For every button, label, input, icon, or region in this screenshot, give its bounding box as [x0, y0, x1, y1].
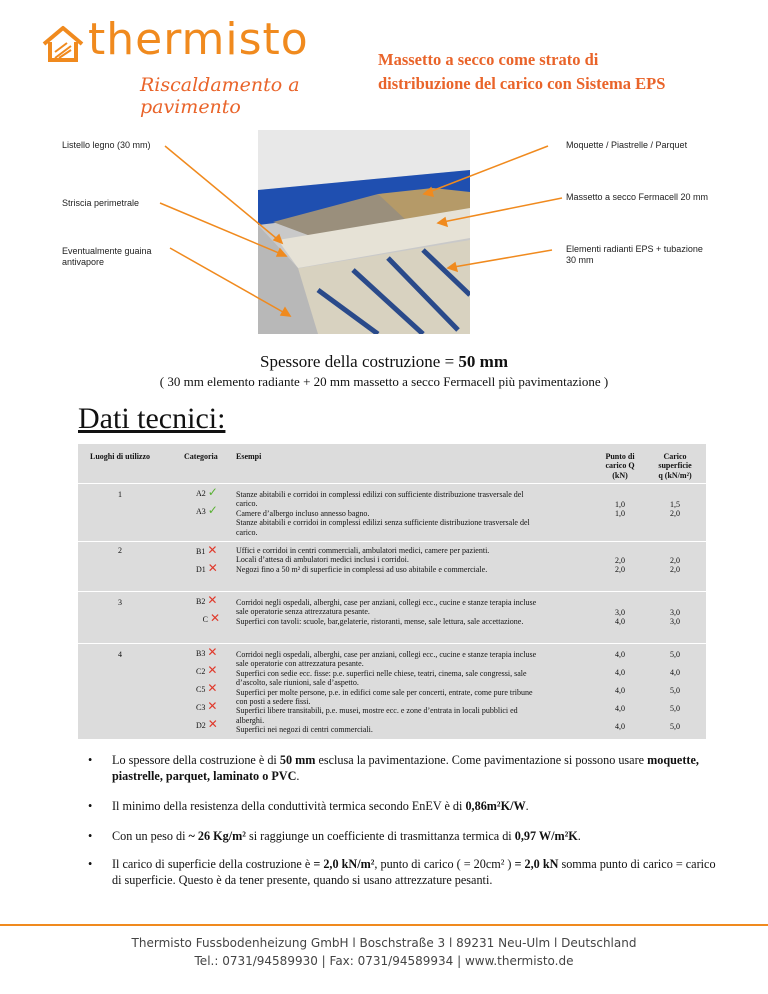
row-punto [590, 556, 650, 575]
cross-icon: ✕ [210, 611, 221, 625]
punto-value: 4,0 [615, 668, 625, 677]
note-text: . [296, 769, 300, 783]
carico-value: 4,0 [670, 668, 680, 677]
header-punto-line: carico Q [605, 461, 635, 471]
esempio-line: Negozi fino a 50 m² di superficie in complessi ad uso abitabile e commerciale. [236, 564, 488, 574]
note-bold: = 2,0 kN/m² [313, 857, 375, 871]
note-bold: = 2,0 kN [514, 857, 559, 871]
brand-tagline: Riscaldamento a pavimento [140, 74, 300, 118]
header-punto-line: Punto di [605, 452, 635, 461]
label-moquette: Moquette / Piastrelle / Parquet [566, 140, 688, 150]
note-text: Il carico di superficie della costruzione è [112, 857, 314, 871]
row-luogo: 3 [118, 598, 122, 607]
table-row [78, 592, 706, 644]
row-categories [196, 485, 222, 524]
house-logo-icon [40, 24, 86, 64]
cross-icon: ✕ [207, 699, 218, 713]
page-title [378, 48, 738, 96]
row-punto [590, 608, 650, 627]
carico-value: 2,0 [670, 565, 680, 575]
construction-figure [0, 128, 768, 340]
header-punto-line: (kN) [612, 470, 628, 480]
table-row [78, 644, 706, 740]
note-item [88, 856, 728, 888]
notes-list [88, 752, 728, 888]
header-punto [590, 452, 650, 480]
esempio-line: con posti a sedere fissi. [236, 697, 311, 707]
thickness-value: 50 mm [458, 352, 508, 371]
esempio-line: d’ascolto, sale riunioni, sale d’aspetto. [236, 678, 359, 688]
note-text: , punto di carico ( = 20cm² ) [374, 857, 515, 871]
footer-contacts: Tel.: 0731/94589930 | Fax: 0731/94589934 | www.thermisto.de [194, 954, 574, 968]
cross-icon: ✕ [207, 543, 218, 557]
row-carico [644, 556, 706, 575]
row-categories [196, 645, 222, 738]
cross-icon: ✕ [207, 645, 218, 659]
note-bold: moquette, piastrelle, parquet, laminato o PVC [112, 753, 699, 783]
row-categories [196, 543, 222, 582]
row-categories [196, 593, 224, 632]
note-bold: 0,86m²K/W [465, 799, 526, 813]
category-code: D1 [196, 565, 206, 574]
header-esempi: Esempi [236, 452, 262, 461]
punto-value: 4,0 [615, 617, 625, 627]
footer-divider [0, 924, 768, 926]
carico-value: 5,0 [670, 722, 680, 731]
row-luogo: 4 [118, 650, 122, 659]
header-luoghi: Luoghi di utilizzo [90, 452, 151, 461]
category-code: D2 [196, 721, 206, 730]
esempio-line: Superfici libere transitabili, p.e. musei, mostre ecc. e zone d’entrata in locali pubblici ed [236, 706, 518, 716]
punto-value: 4,0 [615, 722, 625, 731]
punto-value: 2,0 [615, 565, 625, 575]
esempio-line: Superfici per molte persone, p.e. in edifici come sale per concerti, entrate, come pure tribune [236, 687, 533, 697]
carico-value: 3,0 [670, 617, 680, 627]
carico-value: 2,0 [670, 509, 680, 519]
category-code: C2 [196, 667, 206, 676]
note-text: somma punto di carico = carico di superficie. Questo è da tener presente, quando si usano attrezzature pesanti. [112, 857, 716, 887]
thickness-line [0, 352, 768, 372]
table-row [78, 484, 706, 542]
punto-value: 4,0 [615, 650, 625, 659]
table-row [78, 542, 706, 592]
check-icon: ✓ [207, 503, 218, 517]
carico-value: 1,5 [670, 500, 680, 509]
callout-lines [0, 128, 768, 340]
category-code: B2 [196, 597, 206, 606]
check-icon: ✓ [207, 485, 218, 499]
row-carico [644, 650, 706, 731]
note-text: Il minimo della resistenza della conduttività termica secondo EnEV è di [112, 799, 466, 813]
cross-icon: ✕ [207, 593, 218, 607]
esempio-line: alberghi. [236, 715, 265, 725]
punto-value: 3,0 [615, 608, 625, 617]
esempio-line: Superfici con tavoli: scuole, bar,gelaterie, ristoranti, mense, sale lettura, sale accettazione. [236, 616, 524, 626]
page-title-line: Massetto a secco come strato di [378, 50, 599, 69]
section-title: Dati tecnici: [78, 402, 226, 435]
note-text: Con un peso di [112, 829, 189, 843]
label-guaina: Eventualmente guaina antivapore [62, 246, 152, 267]
category-code: C5 [196, 685, 206, 694]
carico-value: 5,0 [670, 704, 680, 713]
note-text: Lo spessore della costruzione è di [112, 753, 280, 767]
esempio-line: Superfici nei negozi di centri commerciali. [236, 725, 373, 735]
esempio-line: Superfici con sedie ecc. fisse: p.e. superfici nelle chiese, teatri, cinema, sale congressi, sale [236, 668, 527, 678]
header-carico-line: Carico [663, 452, 687, 461]
esempio-line: carico. [236, 499, 258, 509]
row-esempi [236, 650, 586, 735]
category-code: C [202, 615, 208, 624]
header-carico [644, 452, 706, 480]
brand-logo [40, 14, 340, 118]
header-carico-line: q (kN/m²) [658, 470, 692, 480]
esempio-line: Stanze abitabili e corridoi in complessi edilizi senza sufficiente distribuzione trasversale del [236, 518, 530, 528]
page-title-line: distribuzione del carico con Sistema EPS [378, 74, 666, 93]
header-carico-line: superficie [658, 461, 692, 471]
row-punto [590, 650, 650, 731]
note-text: . [525, 799, 529, 813]
esempio-line: Stanze abitabili e corridoi in complessi edilizi con sufficiente distribuzione trasversale del [236, 490, 524, 499]
category-code: A2 [196, 489, 206, 498]
cross-icon: ✕ [207, 681, 218, 695]
esempio-line: Uffici e corridoi in centri commerciali, ambulatori medici, camere per pazienti. [236, 546, 490, 555]
label-striscia: Striscia perimetrale [62, 198, 140, 208]
esempio-line: Locali d’attesa di ambulatori medici inclusi i corridoi. [236, 555, 409, 565]
carico-value: 3,0 [670, 608, 680, 617]
thickness-label: Spessore della costruzione = [260, 352, 455, 371]
note-text: . [577, 829, 581, 843]
category-code: B1 [196, 547, 206, 556]
row-punto [590, 500, 650, 519]
row-luogo: 1 [118, 490, 122, 499]
category-code: C3 [196, 703, 206, 712]
row-carico [644, 500, 706, 519]
bullet-icon: • [88, 753, 93, 767]
note-bold: 50 mm [279, 753, 316, 767]
esempio-line: sale operatorie con attrezzatura pesante. [236, 659, 364, 669]
note-item [88, 798, 728, 828]
esempio-line: Corridoi negli ospedali, alberghi, case per anziani, collegi ecc., cucine e stanze terapia incluse [236, 598, 537, 607]
category-code: A3 [196, 507, 206, 516]
footer [0, 934, 768, 970]
footer-address: Thermisto Fussbodenheizung GmbH l Boschstraße 3 l 89231 Neu-Ulm l Deutschland [131, 936, 637, 950]
note-bold: 0,97 W/m²K [514, 829, 578, 843]
row-esempi [236, 490, 586, 537]
table-header-row [78, 444, 706, 484]
note-text: si raggiunge un coefficiente di trasmittanza termica di [245, 829, 515, 843]
header-categoria: Categoria [184, 452, 218, 461]
carico-value: 5,0 [670, 650, 680, 659]
row-luogo: 2 [118, 546, 122, 555]
row-esempi [236, 546, 586, 574]
thickness-composition: ( 30 mm elemento radiante + 20 mm massetto a secco Fermacell più pavimentazione ) [159, 374, 609, 389]
note-text: esclusa la pavimentazione. Come pavimentazione si possono usare [315, 753, 648, 767]
label-listello: Listello legno (30 mm) [62, 140, 151, 150]
note-item [88, 828, 728, 856]
punto-value: 4,0 [615, 686, 625, 695]
brand-name: thermisto [88, 14, 309, 65]
punto-value: 4,0 [615, 704, 625, 713]
note-item [88, 752, 728, 798]
esempio-line: Corridoi negli ospedali, alberghi, case per anziani, collegi ecc., cucine e stanze terapia incluse [236, 650, 537, 659]
punto-value: 2,0 [615, 556, 625, 565]
label-elementi: Elementi radianti EPS + tubazione 30 mm [566, 244, 703, 265]
category-code: B3 [196, 649, 206, 658]
bullet-icon: • [88, 829, 93, 843]
cross-icon: ✕ [207, 663, 218, 677]
carico-value: 5,0 [670, 686, 680, 695]
bullet-icon: • [88, 799, 93, 813]
row-carico [644, 608, 706, 627]
label-massetto: Massetto a secco Fermacell 20 mm [566, 192, 709, 202]
note-bold: ~ 26 Kg/m² [188, 829, 246, 843]
bullet-icon: • [88, 857, 93, 871]
cross-icon: ✕ [207, 561, 218, 575]
row-esempi [236, 598, 586, 626]
esempio-line: carico. [236, 527, 258, 537]
carico-value: 2,0 [670, 556, 680, 565]
esempio-line: Camere d’albergo incluso annesso bagno. [236, 508, 370, 518]
technical-data-table [78, 444, 706, 740]
cross-icon: ✕ [207, 717, 218, 731]
punto-value: 1,0 [615, 500, 625, 509]
esempio-line: sale operatorie senza attrezzatura pesante. [236, 607, 370, 617]
punto-value: 1,0 [615, 509, 625, 519]
